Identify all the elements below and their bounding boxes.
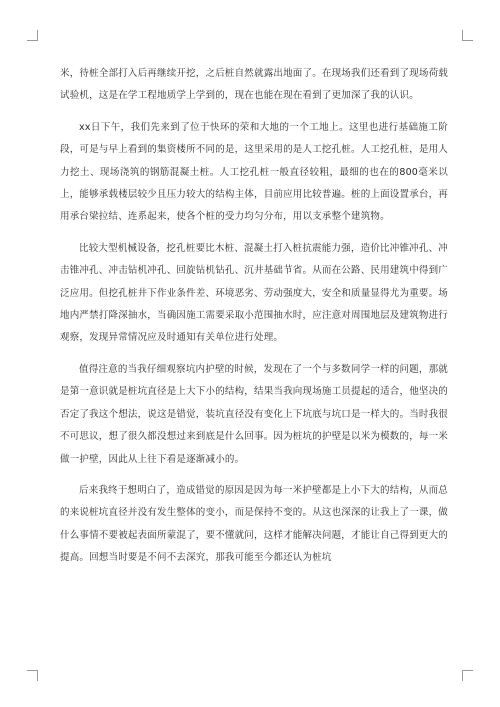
crop-mark-bottom-left: [27, 670, 38, 681]
crop-mark-top-right: [462, 30, 473, 41]
paragraph-5: 后来我终于想明白了，造成错觉的原因是因为每一米护壁都是上小下大的结构，从而总的来说桩坑直径并没有发生整体的变小，而是保持不变的。从这也深深的让我上了一课，做什么事情不要被起表面所蒙混了，要不懂就问，这样才能解决问题，才能让自己得到更大的提高。回想当时要是不问不去深究，那我可能至今都还认为桩坑: [60, 484, 448, 564]
paragraph-2: xx日下午，我们先来到了位于快环的荣和大地的一个工地上。这里也进行基础施工阶段，可是与早上看到的集资楼所不同的是，这里采用的是人工挖孔桩。人工挖孔桩，是用人力挖土、现场浇筑的钢筋混凝土桩。人工挖孔桩一般直径较粗，最细的也在的800毫米以上，能够承载楼层较少且压力较大的结构主体，目前应用比较普遍。桩的上面设置承台，再用承台梁拉结、连系起来，使各个桩的受力均匀分布，用以支承整个建筑物。: [60, 121, 448, 223]
crop-mark-bottom-right: [462, 670, 473, 681]
document-body: [60, 63, 448, 703]
crop-mark-top-left: [27, 30, 38, 41]
paragraph-1: 米，待桩全部打入后再继续开挖，之后桩自然就露出地面了。在现场我们还看到了现场荷载试验机，这是在学工程地质学上学到的，现在也能在现在看到了更加深了我的认识。: [60, 68, 448, 102]
paragraph-3: 比较大型机械设备，挖孔桩要比木桩、混凝土打入桩抗震能力强，造价比冲锥冲孔、冲击锥冲孔、冲击钻机冲孔、回旋钻机钻孔、沉井基础节省。从而在公路、民用建筑中得到广泛应用。但挖孔桩井下作业条件差、环境恶劣、劳动强度大，安全和质量显得尤为重要。场地内严禁打降深抽水，当确因施工需要采取小范围抽水时，应注意对周围地层及建筑物进行观察，发现异常情况应及时通知有关单位进行处理。: [60, 242, 448, 344]
paragraph-4: 值得注意的当我仔细观察坑内护壁的时候，发现在了一个与多数同学一样的问题，那就是第一意识就是桩坑直径是上大下小的结构，结果当我向现场施工员提起的适合，他坚决的否定了我这个想法，说这是错觉，装坑直径没有变化上下坑底与坑口是一样大的。当时我很不可思议，想了很久都没想过来到底是什么回事。因为桩坑的护壁是以米为模数的，每一米做一护壁，因此从上往下看是逐渐减小的。: [60, 363, 448, 465]
